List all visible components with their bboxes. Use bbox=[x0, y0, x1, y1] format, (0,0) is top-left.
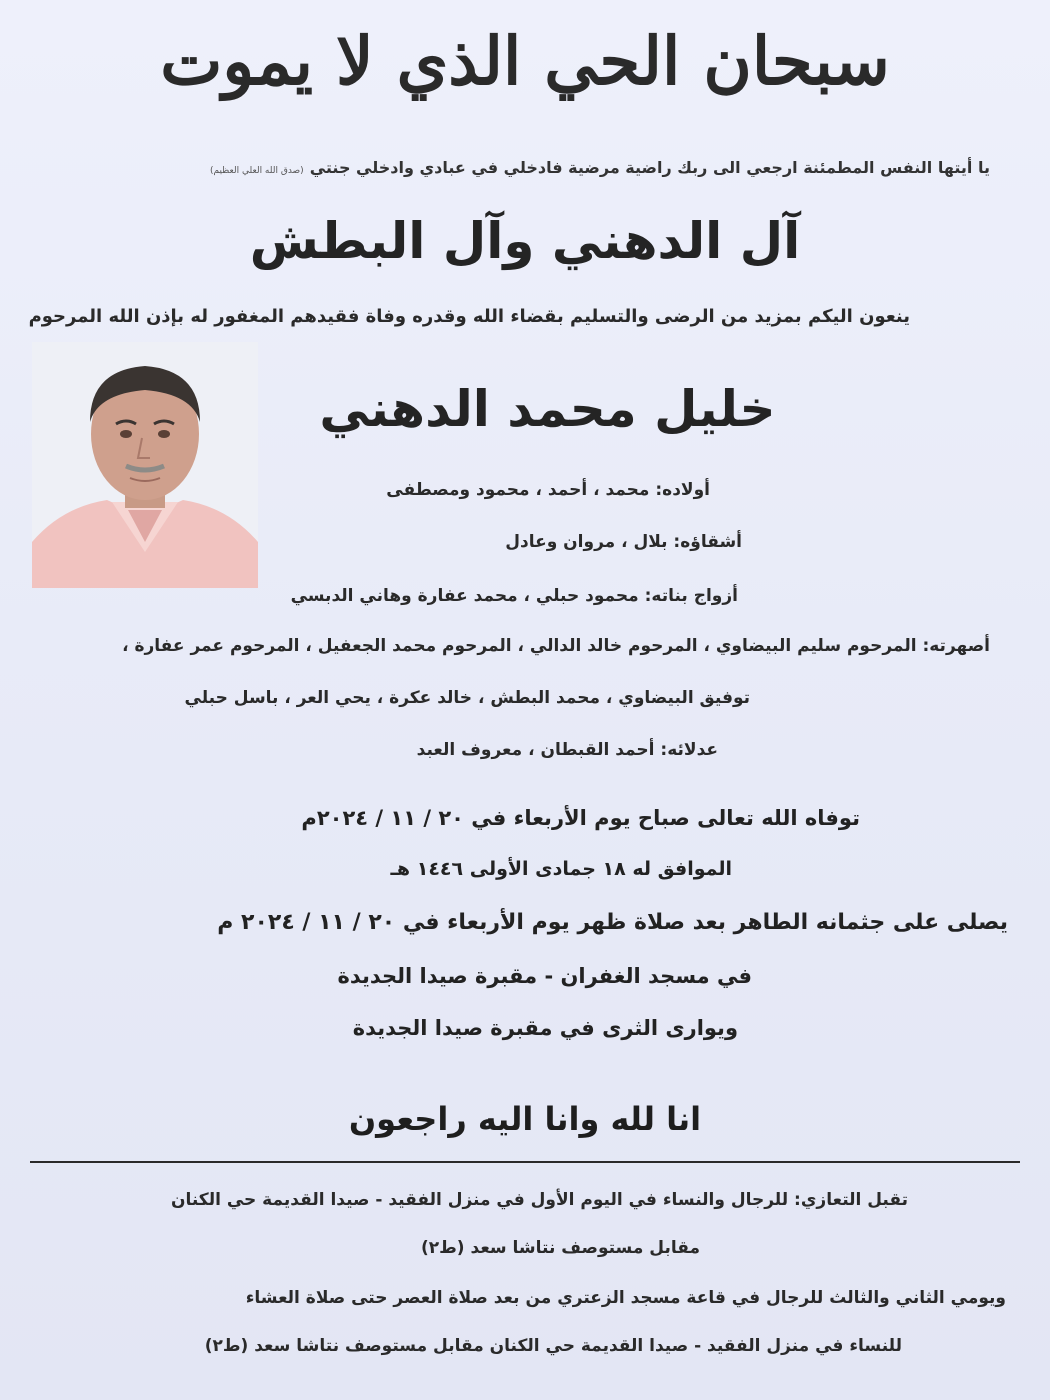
sons-line: أولاده: محمد ، أحمد ، محمود ومصطفى bbox=[386, 480, 710, 500]
announcement-text: ينعون اليكم بمزيد من الرضى والتسليم بقضاء الله وقدره وفاة فقيدهم المغفور له بإذن الله المرحوم bbox=[28, 306, 910, 327]
brothers-line: أشقاؤه: بلال ، مروان وعادل bbox=[505, 532, 742, 552]
burial-line: ويوارى الثرى في مقبرة صيدا الجديدة bbox=[352, 1016, 738, 1040]
condolences-line-2: مقابل مستوصف نتاشا سعد (ط٢) bbox=[420, 1238, 700, 1258]
calligraphy-heading: سبحان الحي الذي لا يموت bbox=[160, 22, 890, 100]
verse-text: يا أيتها النفس المطمئنة ارجعي الى ربك راضية مرضية فادخلي في عبادي وادخلي جنتي bbox=[309, 158, 990, 177]
divider-line bbox=[30, 1161, 1020, 1163]
brothers-in-law-line-2: توفيق البيضاوي ، محمد البطش ، خالد عكرة ، يحي العر ، باسل حبلي bbox=[184, 688, 750, 708]
deceased-name: خليل محمد الدهني bbox=[319, 380, 776, 438]
quran-verse bbox=[60, 158, 990, 177]
in-laws-line: عدلائه: أحمد القبطان ، معروف العبد bbox=[416, 740, 718, 760]
death-date: توفاه الله تعالى صباح يوم الأربعاء في ٢٠ / ١١ / ٢٠٢٤م bbox=[301, 806, 860, 830]
condolences-line-4: للنساء في منزل الفقيد - صيدا القديمة حي الكنان مقابل مستوصف نتاشا سعد (ط٢) bbox=[204, 1336, 902, 1356]
sons-in-law-line: أزواج بناته: محمود حبلي ، محمد عفارة وهاني الدبسي bbox=[290, 586, 738, 606]
condolences-line-1: تقبل التعازي: للرجال والنساء في اليوم الأول في منزل الفقيد - صيدا القديمة حي الكنان bbox=[170, 1190, 908, 1210]
families-title: آل الدهني وآل البطش bbox=[249, 212, 801, 270]
closing-verse: انا لله وانا اليه راجعون bbox=[348, 1100, 702, 1138]
hijri-date: الموافق له ١٨ جمادى الأولى ١٤٤٦ هـ bbox=[390, 858, 732, 880]
condolences-line-3: ويومي الثاني والثالث للرجال في قاعة مسجد الزعتري من بعد صلاة العصر حتى صلاة العشاء bbox=[245, 1288, 1006, 1308]
verse-reference: (صدق الله العلي العظيم) bbox=[209, 166, 304, 176]
brothers-in-law-line-1: أصهرته: المرحوم سليم البيضاوي ، المرحوم خالد الدالي ، المرحوم محمد الجعفيل ، المرحوم عمر عفارة ، bbox=[122, 636, 990, 656]
funeral-prayer-line: يصلى على جثمانه الطاهر بعد صلاة ظهر يوم الأربعاء في ٢٠ / ١١ / ٢٠٢٤ م bbox=[217, 910, 1008, 935]
mosque-line: في مسجد الغفران - مقبرة صيدا الجديدة bbox=[337, 964, 752, 988]
